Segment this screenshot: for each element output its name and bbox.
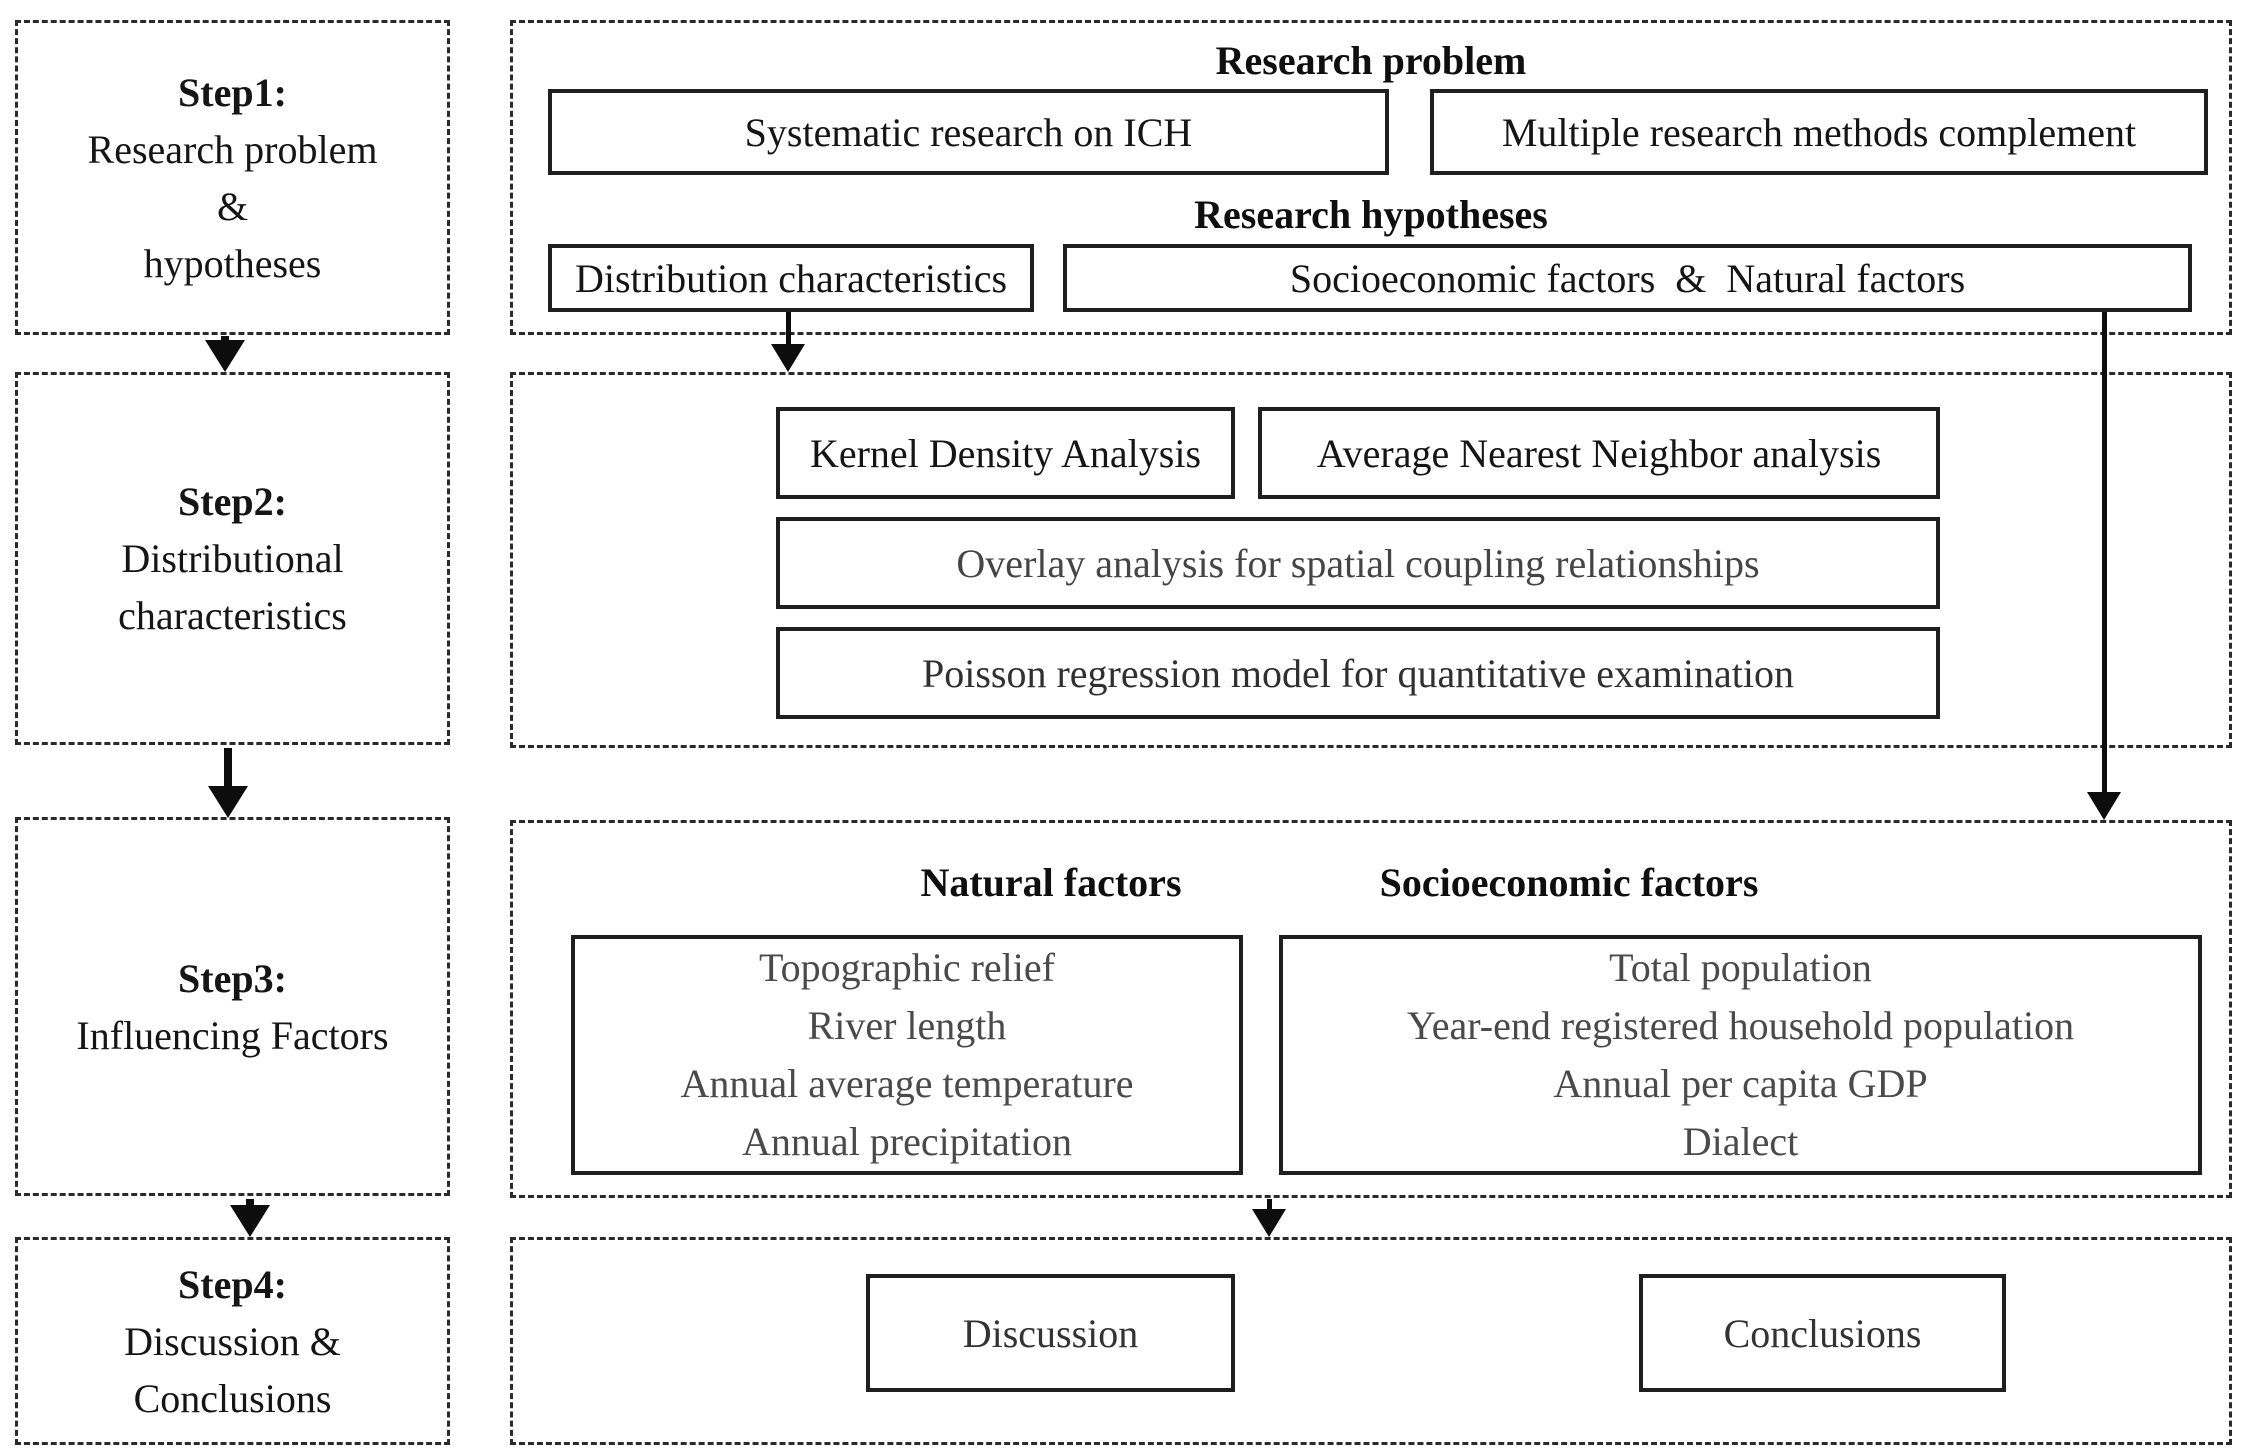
nearest-neighbor-box: Average Nearest Neighbor analysis — [1258, 407, 1940, 499]
natural-factors-list — [680, 939, 1133, 1171]
natural-factors-box — [571, 935, 1243, 1175]
arrow-step1-to-step2 — [205, 336, 245, 372]
research-problem-heading: Research problem — [1215, 38, 1527, 83]
step2-line-1: Distributional — [121, 536, 344, 581]
arrow-head-icon — [771, 344, 805, 372]
step4-box — [15, 1237, 450, 1445]
arrow-head-icon — [230, 1205, 270, 1237]
natural-factor-item: Annual average temperature — [680, 1061, 1134, 1106]
socioeconomic-factors-list — [1407, 939, 2074, 1171]
arrow-shaft — [786, 312, 791, 346]
panel-discussion-conclusions — [510, 1237, 2232, 1445]
distribution-characteristics-box: Distribution characteristics — [548, 244, 1034, 312]
socioeconomic-factor-item: Dialect — [1682, 1119, 1799, 1164]
panel-research-problem — [510, 20, 2232, 335]
socioeconomic-factors-heading: Socioeconomic factors — [1379, 860, 1759, 905]
socioeconomic-factor-item: Total population — [1609, 945, 1872, 990]
poisson-regression-box: Poisson regression model for quantitative examination — [776, 627, 1940, 719]
step2-line-2: characteristics — [118, 593, 347, 638]
step4-line-1: Discussion & — [124, 1318, 341, 1364]
arrow-head-icon — [1252, 1209, 1286, 1237]
step2-title: Step2: — [178, 479, 287, 524]
arrow-head-icon — [208, 786, 248, 818]
step4-title: Step4: — [178, 1261, 287, 1307]
arrow-distribution-to-methods — [771, 312, 805, 372]
step3-line-1: Influencing Factors — [76, 1012, 389, 1058]
step4-line-2: Conclusions — [133, 1375, 332, 1421]
arrow-shaft — [224, 748, 232, 788]
step1-line-1: Research problem — [87, 126, 378, 172]
natural-factors-heading: Natural factors — [920, 860, 1182, 905]
arrow-shaft — [2102, 312, 2107, 794]
arrow-head-icon — [2087, 792, 2121, 820]
arrow-head-icon — [205, 340, 245, 372]
step1-title: Step1: — [178, 69, 287, 115]
arrow-influencing-to-discussion — [1252, 1199, 1286, 1237]
research-hypotheses-heading: Research hypotheses — [1194, 192, 1548, 237]
socioeconomic-factor-item: Annual per capita GDP — [1553, 1061, 1928, 1106]
kernel-density-box: Kernel Density Analysis — [776, 407, 1235, 499]
step1-line-2: & — [216, 183, 249, 229]
discussion-box: Discussion — [866, 1274, 1235, 1392]
natural-factor-item: Annual precipitation — [742, 1119, 1072, 1164]
step3-title: Step3: — [178, 955, 287, 1001]
panel-influencing-factors — [510, 820, 2232, 1198]
conclusions-box: Conclusions — [1639, 1274, 2006, 1392]
step1-line-3: hypotheses — [143, 240, 322, 286]
socioeconomic-natural-factors-box: Socioeconomic factors & Natural factors — [1063, 244, 2192, 312]
socioeconomic-factors-box — [1279, 935, 2202, 1175]
natural-factor-item: Topographic relief — [759, 945, 1055, 990]
step1-box — [15, 20, 450, 335]
panel-distributional-methods — [510, 372, 2232, 748]
arrow-step3-to-step4 — [230, 1199, 270, 1237]
systematic-research-box: Systematic research on ICH — [548, 89, 1389, 175]
overlay-analysis-box: Overlay analysis for spatial coupling relationships — [776, 517, 1940, 609]
arrow-step2-to-step3 — [208, 748, 248, 818]
step3-box — [15, 817, 450, 1196]
natural-factor-item: River length — [807, 1003, 1007, 1048]
arrow-factors-to-influencing — [2087, 312, 2121, 820]
multiple-methods-box: Multiple research methods complement — [1430, 89, 2208, 175]
step2-box — [15, 372, 450, 745]
socioeconomic-factor-item: Year-end registered household population — [1406, 1003, 2075, 1048]
